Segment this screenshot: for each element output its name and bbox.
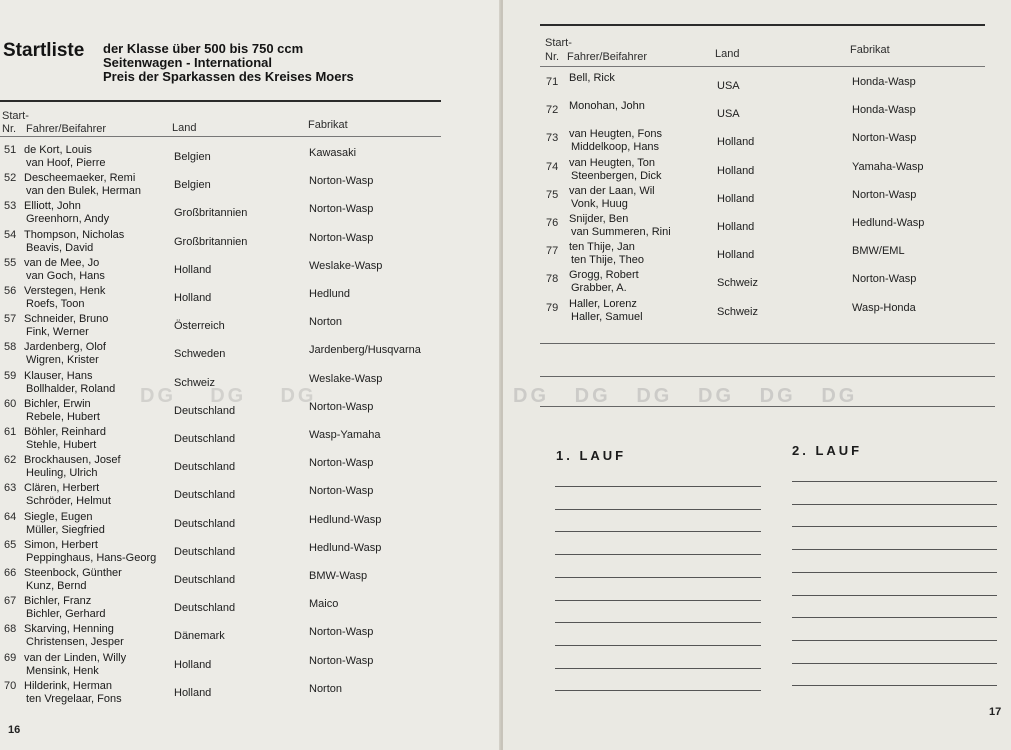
passenger-name: Beavis, David: [26, 241, 94, 254]
start-number: 69: [4, 651, 17, 664]
country: Holland: [717, 164, 755, 177]
start-number: 53: [4, 200, 17, 213]
manufacturer: Yamaha-Wasp: [852, 160, 924, 173]
passenger-name: van Hoof, Pierre: [26, 157, 106, 169]
driver-name: Klauser, Hans: [24, 369, 93, 382]
start-number: 77: [546, 245, 559, 258]
watermark: DG DG DG: [140, 385, 317, 407]
entry-row: [503, 269, 1011, 297]
entry-row: [503, 72, 1011, 100]
driver-name: van Heugten, Fons: [569, 128, 662, 141]
start-number: 62: [4, 454, 17, 467]
start-number: 78: [546, 273, 559, 286]
result-line: [555, 577, 761, 578]
manufacturer: Norton-Wasp: [852, 132, 917, 145]
passenger-name: Grabber, A.: [571, 282, 627, 295]
driver-name: Bichler, Erwin: [24, 397, 91, 410]
result-line: [555, 486, 761, 487]
passenger-name: Fink, Werner: [26, 326, 89, 339]
start-number: 76: [546, 217, 559, 229]
driver-name: Haller, Lorenz: [569, 297, 637, 310]
entry-row: [0, 454, 501, 482]
header-rule-bottom: [540, 66, 985, 67]
start-number: 74: [546, 160, 559, 173]
page-number: 17: [989, 706, 1002, 718]
entry-row: [0, 200, 501, 228]
driver-name: Thompson, Nicholas: [24, 228, 125, 241]
passenger-name: Greenhorn, Andy: [26, 213, 110, 226]
start-number: 63: [4, 482, 17, 495]
country: Deutschland: [174, 574, 236, 586]
passenger-name: ten Thije, Theo: [571, 254, 644, 267]
country: Holland: [717, 136, 755, 149]
result-line: [792, 685, 997, 686]
manufacturer: Weslake-Wasp: [309, 259, 383, 272]
manufacturer: Honda-Wasp: [852, 76, 916, 88]
manufacturer: Wasp-Honda: [852, 301, 916, 314]
passenger-name: Middelkoop, Hans: [571, 141, 660, 154]
country: Holland: [174, 263, 212, 276]
driver-name: Skarving, Henning: [24, 623, 114, 636]
driver-name: Descheemaeker, Remi: [24, 172, 136, 185]
country: Deutschland: [174, 433, 236, 445]
country: Belgien: [174, 179, 211, 192]
header-rule-top: [540, 24, 985, 26]
passenger-name: van den Bulek, Herman: [26, 185, 141, 198]
manufacturer: Hedlund-Wasp: [309, 541, 382, 554]
country: Holland: [717, 221, 755, 233]
manufacturer: Norton-Wasp: [309, 654, 374, 667]
manufacturer: Norton: [309, 682, 343, 695]
blank-entry-line: [540, 376, 995, 377]
start-number: 61: [4, 426, 17, 438]
passenger-name: ten Vregelaar, Fons: [26, 692, 122, 705]
manufacturer: Honda-Wasp: [852, 104, 916, 117]
col-start-label: Start-: [2, 110, 29, 122]
country: Großbritannien: [174, 235, 248, 248]
driver-name: Monohan, John: [569, 100, 645, 113]
passenger-name: Vonk, Huug: [571, 197, 628, 210]
start-number: 58: [4, 341, 17, 354]
right-page: [503, 0, 1011, 750]
class-subtitle: Preis der Sparkassen des Kreises Moers: [103, 69, 354, 84]
manufacturer: Kawasaki: [309, 147, 357, 159]
result-line: [792, 595, 997, 596]
manufacturer: Wasp-Yamaha: [309, 429, 381, 441]
driver-name: van Heugten, Ton: [569, 156, 656, 169]
start-number: 64: [4, 510, 17, 523]
driver-name: ten Thije, Jan: [569, 241, 635, 254]
passenger-name: Peppinghaus, Hans-Georg: [26, 551, 157, 564]
driver-name: van de Mee, Jo: [24, 256, 100, 269]
blank-entry-line: [540, 343, 995, 344]
driver-name: Böhler, Reinhard: [24, 426, 106, 438]
result-line: [555, 554, 761, 555]
start-number: 59: [4, 369, 17, 382]
country: Schweiz: [717, 305, 758, 318]
driver-name: Bichler, Franz: [24, 595, 92, 608]
col-country-label: Land: [715, 48, 740, 60]
entry-row: [0, 680, 501, 708]
manufacturer: Norton-Wasp: [309, 175, 374, 188]
entry-row: [0, 172, 501, 200]
result-line: [555, 531, 761, 532]
driver-name: Grogg, Robert: [569, 269, 639, 282]
passenger-name: Roefs, Toon: [26, 298, 85, 310]
start-number: 70: [4, 679, 17, 692]
entry-row: [0, 285, 501, 313]
passenger-name: van Goch, Hans: [26, 269, 105, 282]
start-number: 54: [4, 228, 17, 241]
start-number: 56: [4, 285, 17, 297]
manufacturer: Weslake-Wasp: [309, 372, 383, 385]
entry-row: [0, 144, 501, 172]
class-subtitle: der Klasse über 500 bis 750 ccm: [103, 41, 304, 56]
heat-1-heading: 1. LAUF: [556, 448, 627, 463]
passenger-name: Haller, Samuel: [571, 310, 643, 323]
heat-2-heading: 2. LAUF: [792, 443, 863, 458]
country: Belgien: [174, 151, 211, 163]
driver-name: Schneider, Bruno: [24, 313, 109, 326]
passenger-name: Rebele, Hubert: [26, 410, 100, 423]
col-start-label: Start-: [545, 37, 572, 49]
driver-name: Siegle, Eugen: [24, 510, 93, 523]
manufacturer: Norton-Wasp: [309, 457, 374, 470]
manufacturer: Norton-Wasp: [309, 626, 374, 639]
col-country-label: Land: [172, 122, 197, 134]
passenger-name: Mensink, Henk: [26, 664, 99, 677]
passenger-name: Stehle, Hubert: [26, 439, 97, 451]
result-line: [792, 617, 997, 618]
driver-name: de Kort, Louis: [24, 144, 92, 156]
driver-name: Clären, Herbert: [24, 482, 100, 495]
page-number: 16: [8, 724, 21, 736]
entry-row: [0, 341, 501, 369]
start-number: 67: [4, 595, 17, 608]
manufacturer: Hedlund: [309, 288, 350, 300]
entry-row: [503, 213, 1011, 241]
class-subtitle: Seitenwagen - International: [103, 55, 273, 70]
country: Österreich: [174, 320, 225, 333]
manufacturer: Norton-Wasp: [852, 273, 917, 286]
start-number: 55: [4, 256, 17, 269]
start-number: 79: [546, 301, 559, 314]
passenger-name: Christensen, Jesper: [26, 636, 124, 649]
entry-row: [503, 241, 1011, 269]
driver-name: Bell, Rick: [569, 72, 615, 84]
driver-name: Verstegen, Henk: [24, 285, 106, 297]
entry-row: [503, 185, 1011, 213]
passenger-name: Bollhalder, Roland: [26, 382, 116, 395]
result-line: [555, 645, 761, 646]
country: USA: [717, 108, 740, 121]
start-number: 75: [546, 188, 559, 201]
watermark: DG DG DG DG DG DG: [513, 385, 858, 407]
result-line: [555, 668, 761, 669]
driver-name: van der Laan, Wil: [569, 184, 655, 197]
manufacturer: Hedlund-Wasp: [852, 217, 925, 229]
start-number: 57: [4, 313, 17, 326]
entry-row: [503, 298, 1011, 326]
result-line: [555, 509, 761, 510]
start-number: 68: [4, 623, 17, 636]
driver-name: Steenbock, Günther: [24, 567, 122, 579]
country: Schweiz: [174, 376, 215, 389]
header-rule-top: [0, 100, 441, 102]
country: Dänemark: [174, 630, 225, 643]
result-line: [555, 690, 761, 691]
result-line: [792, 640, 997, 641]
passenger-name: Heuling, Ulrich: [26, 467, 98, 480]
country: Deutschland: [174, 602, 236, 615]
entry-row: [0, 313, 501, 341]
manufacturer: Hedlund-Wasp: [309, 513, 382, 526]
header-rule-bottom: [0, 136, 441, 137]
entry-row: [503, 157, 1011, 185]
start-number: 51: [4, 144, 17, 156]
start-number: 66: [4, 567, 17, 579]
passenger-name: van Summeren, Rini: [571, 226, 671, 238]
manufacturer: BMW/EML: [852, 245, 905, 258]
country: Holland: [717, 192, 755, 205]
country: Schweden: [174, 348, 226, 361]
passenger-name: Kunz, Bernd: [26, 580, 87, 592]
country: Deutschland: [174, 461, 236, 474]
driver-name: Jardenberg, Olof: [24, 341, 106, 354]
country: USA: [717, 80, 740, 92]
entry-row: [0, 511, 501, 539]
manufacturer: Maico: [309, 598, 339, 611]
entry-row: [0, 595, 501, 623]
passenger-name: Bichler, Gerhard: [26, 608, 106, 621]
start-number: 60: [4, 397, 17, 410]
result-line: [555, 622, 761, 623]
col-make-label: Fabrikat: [308, 119, 348, 131]
driver-name: Snijder, Ben: [569, 213, 629, 225]
country: Großbritannien: [174, 207, 248, 220]
result-line: [792, 504, 997, 505]
entry-row: [0, 229, 501, 257]
entry-row: [0, 567, 501, 595]
col-make-label: Fabrikat: [850, 44, 890, 56]
manufacturer: Norton-Wasp: [309, 203, 374, 216]
country: Deutschland: [174, 404, 236, 417]
passenger-name: Schröder, Helmut: [26, 495, 111, 508]
result-line: [792, 663, 997, 664]
manufacturer: Norton: [309, 316, 343, 329]
country: Deutschland: [174, 489, 236, 502]
entry-row: [503, 128, 1011, 156]
entry-row: [503, 100, 1011, 128]
manufacturer: Norton-Wasp: [309, 231, 374, 244]
driver-name: Hilderink, Herman: [24, 679, 113, 692]
manufacturer: Norton-Wasp: [852, 188, 917, 201]
start-number: 71: [546, 76, 559, 88]
start-number: 73: [546, 132, 559, 145]
manufacturer: Norton-Wasp: [309, 485, 374, 498]
start-number: 72: [546, 104, 559, 117]
country: Holland: [717, 249, 755, 262]
result-line: [792, 549, 997, 550]
passenger-name: Müller, Siegfried: [26, 523, 105, 536]
entry-row: [0, 539, 501, 567]
col-nr-label: Nr.: [545, 51, 560, 63]
col-nr-label: Nr.: [2, 123, 17, 135]
country: Deutschland: [174, 545, 236, 558]
col-driver-label: Fahrer/Beifahrer: [567, 51, 648, 63]
left-page: [0, 0, 501, 750]
entry-row: [0, 623, 501, 651]
entry-row: [0, 482, 501, 510]
result-line: [792, 572, 997, 573]
country: Holland: [174, 292, 212, 304]
manufacturer: Jardenberg/Husqvarna: [309, 344, 421, 357]
col-driver-label: Fahrer/Beifahrer: [26, 123, 107, 135]
start-number: 52: [4, 172, 17, 185]
driver-name: Elliott, John: [24, 200, 81, 213]
result-line: [792, 526, 997, 527]
result-line: [792, 481, 997, 482]
result-line: [555, 600, 761, 601]
passenger-name: Steenbergen, Dick: [571, 169, 662, 182]
start-number: 65: [4, 538, 17, 551]
driver-name: van der Linden, Willy: [24, 651, 127, 664]
page-title: Startliste: [3, 40, 85, 61]
country: Schweiz: [717, 277, 758, 290]
manufacturer: Norton-Wasp: [309, 400, 374, 413]
country: Holland: [174, 658, 212, 671]
manufacturer: BMW-Wasp: [309, 570, 368, 582]
entry-row: [0, 257, 501, 285]
driver-name: Brockhausen, Josef: [24, 454, 121, 467]
country: Deutschland: [174, 517, 236, 530]
country: Holland: [174, 686, 212, 699]
passenger-name: Wigren, Krister: [26, 354, 99, 367]
driver-name: Simon, Herbert: [24, 538, 98, 551]
entry-row: [0, 426, 501, 454]
entry-row: [0, 652, 501, 680]
